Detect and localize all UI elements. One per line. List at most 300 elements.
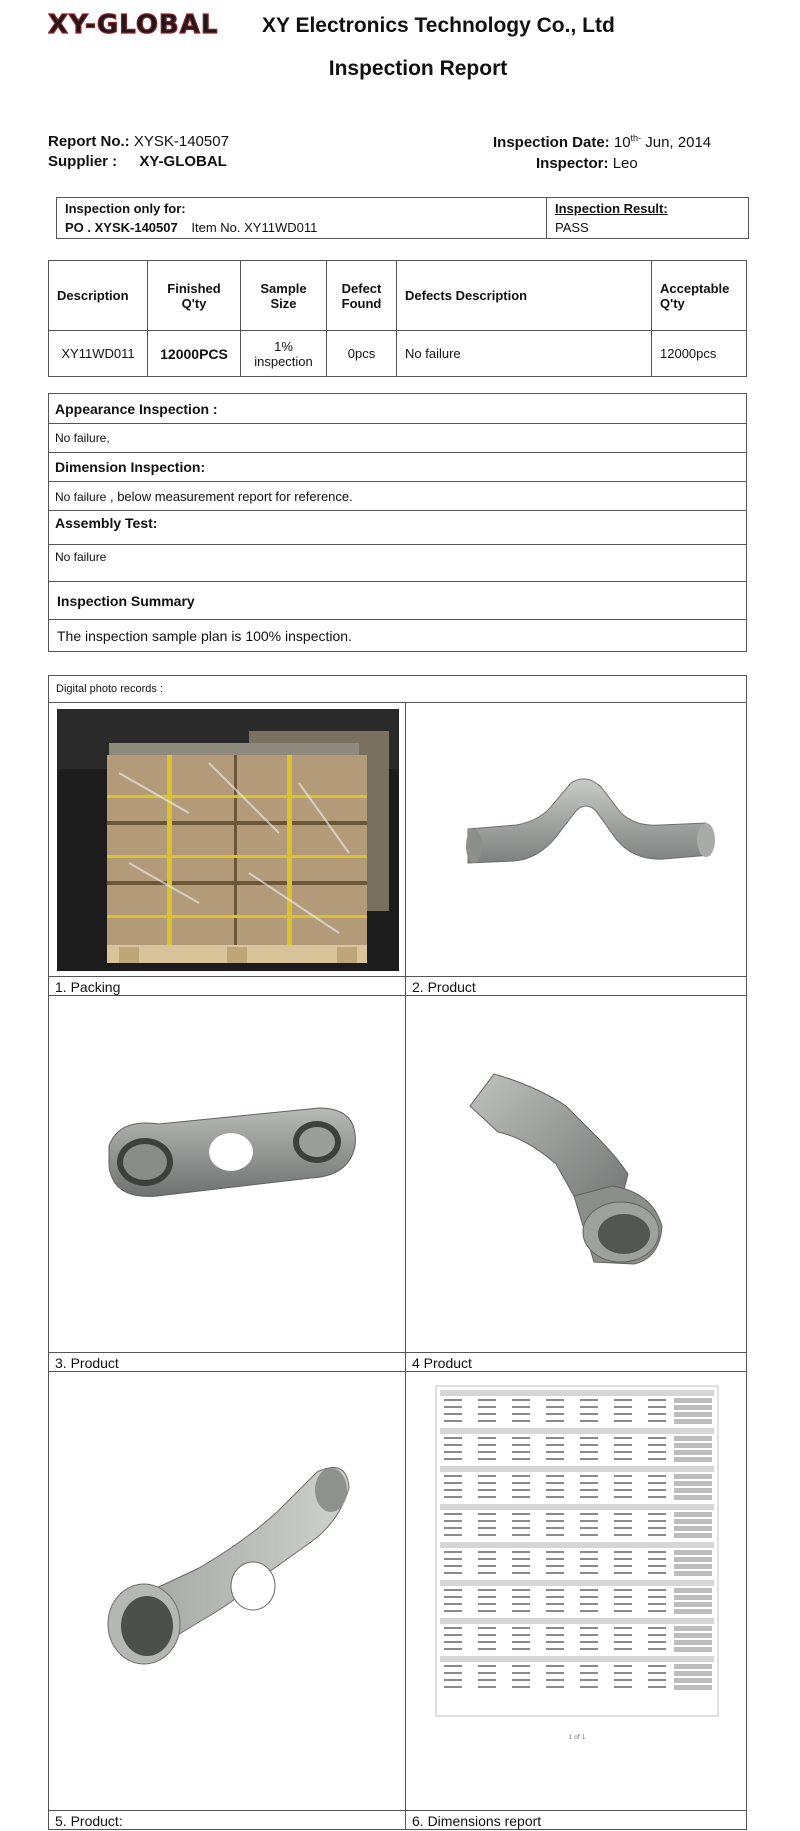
- report-cell: [580, 1458, 598, 1460]
- report-cell: [648, 1482, 666, 1484]
- report-shaded-cell: [674, 1595, 712, 1600]
- caption-product-4: 4 Product: [406, 1353, 747, 1372]
- inspector: [536, 155, 638, 172]
- header-defects-description: Defects Description: [397, 261, 652, 331]
- report-cell: [478, 1513, 496, 1515]
- report-cell: [478, 1551, 496, 1553]
- cell-defect-found: 0pcs: [327, 331, 397, 377]
- report-cell: [614, 1520, 632, 1522]
- dimensions-report-footer: 1 of 1: [568, 1734, 586, 1741]
- report-cell: [512, 1527, 530, 1529]
- report-cell: [614, 1513, 632, 1515]
- report-cell: [546, 1534, 564, 1536]
- report-cell: [478, 1634, 496, 1636]
- report-cell: [478, 1444, 496, 1446]
- report-cell: [512, 1603, 530, 1605]
- report-cell: [614, 1641, 632, 1643]
- report-cell: [648, 1572, 666, 1574]
- report-cell: [580, 1406, 598, 1408]
- report-block-header: [440, 1504, 714, 1510]
- report-cell: [444, 1527, 462, 1529]
- report-cell: [512, 1558, 530, 1560]
- summary-table: [48, 260, 747, 377]
- report-cell: [614, 1527, 632, 1529]
- report-cell: [444, 1665, 462, 1667]
- inspection-result-value: PASS: [555, 220, 589, 235]
- report-cell: [546, 1489, 564, 1491]
- report-cell: [648, 1596, 666, 1598]
- report-cell: [580, 1610, 598, 1612]
- report-cell: [614, 1679, 632, 1681]
- report-cell: [444, 1451, 462, 1453]
- report-cell: [546, 1527, 564, 1529]
- report-cell: [478, 1627, 496, 1629]
- product-photo-3: [49, 996, 406, 1353]
- report-cell: [580, 1589, 598, 1591]
- report-cell: [478, 1672, 496, 1674]
- report-no-value: XYSK-140507: [133, 133, 229, 150]
- report-cell: [546, 1572, 564, 1574]
- report-cell: [580, 1672, 598, 1674]
- report-cell: [546, 1406, 564, 1408]
- report-cell: [614, 1648, 632, 1650]
- report-cell: [444, 1399, 462, 1401]
- summary-header-row: [49, 261, 747, 331]
- report-cell: [444, 1686, 462, 1688]
- report-cell: [614, 1496, 632, 1498]
- report-cell: [648, 1444, 666, 1446]
- report-cell: [478, 1665, 496, 1667]
- report-cell: [546, 1610, 564, 1612]
- report-block-header: [440, 1466, 714, 1472]
- report-cell: [648, 1496, 666, 1498]
- report-shaded-cell: [674, 1443, 712, 1448]
- report-cell: [478, 1527, 496, 1529]
- caption-packing: 1. Packing: [49, 977, 406, 996]
- report-cell: [614, 1444, 632, 1446]
- report-cell: [512, 1420, 530, 1422]
- report-cell: [648, 1603, 666, 1605]
- report-cell: [478, 1565, 496, 1567]
- report-block-header: [440, 1542, 714, 1548]
- report-cell: [478, 1686, 496, 1688]
- report-cell: [444, 1458, 462, 1460]
- report-cell: [580, 1648, 598, 1650]
- report-cell: [580, 1558, 598, 1560]
- report-cell: [648, 1489, 666, 1491]
- report-block-header: [440, 1390, 714, 1396]
- logo-text: XY-GLOBAL: [48, 10, 219, 40]
- report-shaded-cell: [674, 1557, 712, 1562]
- report-shaded-cell: [674, 1419, 712, 1424]
- inspection-sections-table: [48, 393, 747, 652]
- report-cell: [444, 1648, 462, 1650]
- report-cell: [478, 1475, 496, 1477]
- header-acceptable-qty: Acceptable Q'ty: [652, 261, 747, 331]
- report-cell: [580, 1420, 598, 1422]
- report-cell: [478, 1451, 496, 1453]
- report-cell: [614, 1565, 632, 1567]
- report-cell: [512, 1513, 530, 1515]
- report-cell: [512, 1451, 530, 1453]
- report-cell: [478, 1589, 496, 1591]
- report-cell: [580, 1496, 598, 1498]
- report-cell: [648, 1458, 666, 1460]
- report-cell: [648, 1672, 666, 1674]
- header-finished-qty: Finished Q'ty: [148, 261, 241, 331]
- report-cell: [546, 1589, 564, 1591]
- report-cell: [444, 1437, 462, 1439]
- report-block-header: [440, 1580, 714, 1586]
- report-cell: [444, 1444, 462, 1446]
- report-shaded-cell: [674, 1488, 712, 1493]
- report-cell: [648, 1648, 666, 1650]
- report-cell: [478, 1406, 496, 1408]
- report-cell: [580, 1603, 598, 1605]
- report-cell: [648, 1527, 666, 1529]
- report-cell: [512, 1665, 530, 1667]
- report-cell: [546, 1641, 564, 1643]
- report-cell: [444, 1610, 462, 1612]
- report-cell: [648, 1534, 666, 1536]
- report-cell: [512, 1648, 530, 1650]
- report-cell: [444, 1558, 462, 1560]
- report-cell: [546, 1437, 564, 1439]
- report-cell: [512, 1496, 530, 1498]
- caption-dimensions-report: 6. Dimensions report: [406, 1811, 747, 1830]
- report-cell: [444, 1634, 462, 1636]
- report-cell: [614, 1458, 632, 1460]
- report-block-header: [440, 1428, 714, 1434]
- report-cell: [478, 1558, 496, 1560]
- report-cell: [614, 1610, 632, 1612]
- report-cell: [512, 1458, 530, 1460]
- report-cell: [512, 1399, 530, 1401]
- report-cell: [444, 1520, 462, 1522]
- summary-body: The inspection sample plan is 100% inspection.: [49, 620, 747, 652]
- report-cell: [546, 1665, 564, 1667]
- report-cell: [478, 1648, 496, 1650]
- report-cell: [478, 1437, 496, 1439]
- report-cell: [478, 1596, 496, 1598]
- product-photo-4: [406, 996, 747, 1353]
- report-cell: [444, 1572, 462, 1574]
- report-cell: [580, 1565, 598, 1567]
- report-cell: [580, 1475, 598, 1477]
- report-shaded-cell: [674, 1412, 712, 1417]
- report-cell: [512, 1627, 530, 1629]
- report-title: Inspection Report: [328, 57, 508, 80]
- report-cell: [512, 1672, 530, 1674]
- report-cell: [546, 1603, 564, 1605]
- report-cell: [478, 1520, 496, 1522]
- report-cell: [512, 1520, 530, 1522]
- report-cell: [546, 1399, 564, 1401]
- report-cell: [580, 1520, 598, 1522]
- report-cell: [546, 1627, 564, 1629]
- report-shaded-cell: [674, 1398, 712, 1403]
- report-cell: [444, 1565, 462, 1567]
- report-shaded-cell: [674, 1526, 712, 1531]
- report-shaded-cell: [674, 1633, 712, 1638]
- report-cell: [648, 1406, 666, 1408]
- report-shaded-cell: [674, 1640, 712, 1645]
- photo-records-table: [48, 675, 747, 1830]
- inspection-for-cell: [57, 198, 547, 239]
- report-cell: [478, 1489, 496, 1491]
- report-cell: [478, 1641, 496, 1643]
- report-cell: [478, 1482, 496, 1484]
- summary-data-row: [49, 331, 747, 377]
- report-cell: [580, 1482, 598, 1484]
- packing-photo: [49, 703, 406, 977]
- report-cell: [546, 1596, 564, 1598]
- report-cell: [546, 1565, 564, 1567]
- report-cell: [478, 1399, 496, 1401]
- report-shaded-cell: [674, 1564, 712, 1569]
- inspection-date-label: Inspection Date:: [493, 134, 610, 151]
- report-cell: [648, 1451, 666, 1453]
- inspection-date-day: 10: [613, 134, 631, 151]
- report-cell: [580, 1513, 598, 1515]
- report-cell: [648, 1686, 666, 1688]
- report-cell: [648, 1665, 666, 1667]
- report-no: [48, 133, 229, 150]
- company-logo: [48, 8, 248, 40]
- report-cell: [614, 1558, 632, 1560]
- header-sample-size: Sample Size: [241, 261, 327, 331]
- summary-heading: Inspection Summary: [49, 582, 747, 620]
- report-cell: [512, 1534, 530, 1536]
- report-cell: [512, 1437, 530, 1439]
- cell-description: XY11WD011: [49, 331, 148, 377]
- report-cell: [444, 1489, 462, 1491]
- report-cell: [648, 1420, 666, 1422]
- report-shaded-cell: [674, 1571, 712, 1576]
- report-cell: [614, 1603, 632, 1605]
- report-cell: [512, 1641, 530, 1643]
- report-cell: [614, 1413, 632, 1415]
- report-cell: [444, 1596, 462, 1598]
- inspection-for-label: Inspection only for:: [65, 201, 186, 216]
- report-cell: [546, 1672, 564, 1674]
- supplier-label: Supplier :: [48, 153, 118, 170]
- company-name: XY Electronics Technology Co., Ltd: [262, 14, 615, 37]
- report-cell: [614, 1634, 632, 1636]
- report-cell: [546, 1458, 564, 1460]
- report-cell: [512, 1572, 530, 1574]
- dimensions-report-photo: [406, 1372, 747, 1811]
- report-block-header: [440, 1618, 714, 1624]
- report-cell: [648, 1413, 666, 1415]
- report-shaded-cell: [674, 1519, 712, 1524]
- product-photo-2: [406, 703, 747, 977]
- report-cell: [512, 1482, 530, 1484]
- report-cell: [614, 1451, 632, 1453]
- inspection-date-rest: Jun, 2014: [645, 134, 712, 151]
- report-cell: [614, 1665, 632, 1667]
- report-cell: [580, 1527, 598, 1529]
- report-cell: [580, 1551, 598, 1553]
- item-label: Item No.: [191, 220, 241, 235]
- report-cell: [614, 1420, 632, 1422]
- inspection-result-label: Inspection Result:: [555, 201, 668, 216]
- report-cell: [614, 1399, 632, 1401]
- report-cell: [648, 1565, 666, 1567]
- report-cell: [546, 1558, 564, 1560]
- report-cell: [580, 1451, 598, 1453]
- caption-product-3: 3. Product: [49, 1353, 406, 1372]
- report-cell: [648, 1641, 666, 1643]
- report-cell: [444, 1679, 462, 1681]
- inspection-result-cell: [547, 198, 749, 239]
- inspection-date: [493, 133, 711, 151]
- report-cell: [648, 1634, 666, 1636]
- report-cell: [580, 1489, 598, 1491]
- report-cell: [444, 1627, 462, 1629]
- report-cell: [580, 1437, 598, 1439]
- inspector-label: Inspector:: [536, 155, 609, 172]
- report-shaded-cell: [674, 1602, 712, 1607]
- report-cell: [512, 1565, 530, 1567]
- report-shaded-cell: [674, 1436, 712, 1441]
- report-cell: [614, 1489, 632, 1491]
- report-cell: [478, 1413, 496, 1415]
- report-shaded-cell: [674, 1550, 712, 1555]
- report-cell: [444, 1420, 462, 1422]
- report-shaded-cell: [674, 1647, 712, 1652]
- report-cell: [648, 1475, 666, 1477]
- report-cell: [580, 1665, 598, 1667]
- report-cell: [546, 1475, 564, 1477]
- caption-product-2: 2. Product: [406, 977, 747, 996]
- report-cell: [614, 1475, 632, 1477]
- report-shaded-cell: [674, 1588, 712, 1593]
- report-cell: [444, 1603, 462, 1605]
- report-cell: [580, 1596, 598, 1598]
- report-cell: [444, 1496, 462, 1498]
- report-cell: [478, 1458, 496, 1460]
- cell-finished-qty: 12000PCS: [148, 331, 241, 377]
- report-cell: [546, 1513, 564, 1515]
- report-cell: [444, 1413, 462, 1415]
- report-cell: [478, 1679, 496, 1681]
- report-cell: [546, 1496, 564, 1498]
- inspection-for-table: [56, 197, 749, 239]
- report-shaded-cell: [674, 1474, 712, 1479]
- inspector-value: Leo: [612, 155, 638, 172]
- report-cell: [512, 1444, 530, 1446]
- header-defect-found: Defect Found: [327, 261, 397, 331]
- report-cell: [546, 1634, 564, 1636]
- report-cell: [648, 1627, 666, 1629]
- report-cell: [580, 1679, 598, 1681]
- report-shaded-cell: [674, 1405, 712, 1410]
- report-cell: [512, 1406, 530, 1408]
- report-cell: [614, 1437, 632, 1439]
- report-cell: [614, 1686, 632, 1688]
- report-cell: [444, 1534, 462, 1536]
- dimension-body: [49, 482, 747, 511]
- assembly-heading: Assembly Test:: [49, 511, 747, 545]
- report-cell: [444, 1406, 462, 1408]
- report-cell: [614, 1627, 632, 1629]
- report-cell: [614, 1551, 632, 1553]
- report-shaded-cell: [674, 1450, 712, 1455]
- dimension-heading: Dimension Inspection:: [49, 453, 747, 482]
- report-cell: [546, 1520, 564, 1522]
- report-cell: [580, 1641, 598, 1643]
- report-shaded-cell: [674, 1609, 712, 1614]
- report-cell: [546, 1451, 564, 1453]
- report-cell: [648, 1437, 666, 1439]
- report-cell: [512, 1475, 530, 1477]
- report-cell: [478, 1534, 496, 1536]
- supplier-value: XY-GLOBAL: [139, 153, 227, 170]
- report-cell: [580, 1534, 598, 1536]
- report-shaded-cell: [674, 1533, 712, 1538]
- report-cell: [546, 1686, 564, 1688]
- cell-sample-size: 1% inspection: [241, 331, 327, 377]
- report-cell: [614, 1589, 632, 1591]
- appearance-heading: Appearance Inspection :: [49, 394, 747, 424]
- report-cell: [614, 1572, 632, 1574]
- report-cell: [546, 1679, 564, 1681]
- report-cell: [580, 1627, 598, 1629]
- report-cell: [512, 1413, 530, 1415]
- report-cell: [444, 1475, 462, 1477]
- report-cell: [444, 1589, 462, 1591]
- appearance-body: No failure,: [49, 424, 747, 453]
- report-cell: [580, 1572, 598, 1574]
- report-cell: [512, 1489, 530, 1491]
- report-no-label: Report No.:: [48, 133, 130, 150]
- report-cell: [444, 1551, 462, 1553]
- report-cell: [580, 1634, 598, 1636]
- header-description: Description: [49, 261, 148, 331]
- report-shaded-cell: [674, 1495, 712, 1500]
- report-cell: [512, 1610, 530, 1612]
- report-cell: [648, 1679, 666, 1681]
- report-cell: [614, 1672, 632, 1674]
- report-cell: [546, 1444, 564, 1446]
- report-cell: [478, 1603, 496, 1605]
- report-cell: [648, 1520, 666, 1522]
- report-cell: [478, 1420, 496, 1422]
- report-cell: [478, 1496, 496, 1498]
- report-cell: [444, 1672, 462, 1674]
- report-cell: [580, 1686, 598, 1688]
- report-cell: [648, 1551, 666, 1553]
- report-shaded-cell: [674, 1671, 712, 1676]
- report-cell: [512, 1596, 530, 1598]
- report-cell: [444, 1641, 462, 1643]
- cell-defects-description: No failure: [397, 331, 652, 377]
- cell-acceptable-qty: 12000pcs: [652, 331, 747, 377]
- report-cell: [444, 1482, 462, 1484]
- assembly-body: No failure: [49, 545, 747, 582]
- report-cell: [580, 1399, 598, 1401]
- report-cell: [648, 1513, 666, 1515]
- report-shaded-cell: [674, 1678, 712, 1683]
- report-shaded-cell: [674, 1626, 712, 1631]
- item-number: XY11WD011: [244, 220, 318, 235]
- report-cell: [512, 1686, 530, 1688]
- report-shaded-cell: [674, 1664, 712, 1669]
- product-photo-5: [49, 1372, 406, 1811]
- report-cell: [648, 1399, 666, 1401]
- photo-records-heading: Digital photo records :: [49, 676, 747, 703]
